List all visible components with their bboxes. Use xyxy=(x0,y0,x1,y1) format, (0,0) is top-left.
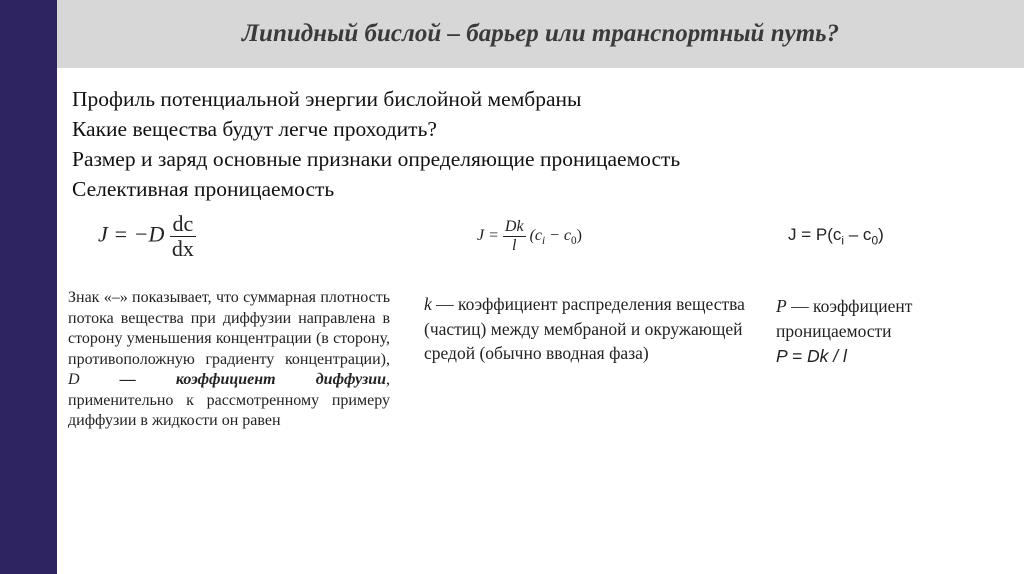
formula-permeability-part-c: ) xyxy=(878,225,884,244)
formula-fick-denominator: dx xyxy=(171,236,194,261)
formula-fick-numerator: dc xyxy=(170,212,196,237)
diffusion-d-letter: D xyxy=(68,371,80,388)
bullet-list xyxy=(72,84,680,204)
formula-distribution-lhs: J = xyxy=(477,227,499,245)
diffusion-description xyxy=(68,288,390,432)
formula-distribution-rhs-open: (c xyxy=(529,227,542,245)
permeability-p-letter: P xyxy=(776,296,787,316)
diffusion-text-part2: , применительно к рассмотренному примеру диффузии в жидкости он равен xyxy=(68,371,390,429)
permeability-description xyxy=(776,294,976,369)
permeability-equation: P = Dk / l xyxy=(776,346,847,366)
formula-distribution-denominator: l xyxy=(512,237,517,254)
formula-fick-lhs: J = −D xyxy=(98,221,165,247)
diffusion-dash: — xyxy=(79,371,176,388)
formula-permeability-sub-0: 0 xyxy=(871,233,879,248)
slide-title: Липидный бислой – барьер или транспортный путь? xyxy=(241,20,840,47)
formula-distribution-fraction xyxy=(503,218,526,255)
formula-distribution-rhs-close: ) xyxy=(576,227,582,245)
distribution-text: — коэффициент распределения вещества (частиц) между мембраной и окружающей средой (обычно вводная фаза) xyxy=(424,294,745,363)
formula-permeability-part-b: – c xyxy=(844,225,872,244)
formula-distribution-rhs-mid: − c xyxy=(545,227,572,245)
bullet-item: Профиль потенциальной энергии бислойной мембраны xyxy=(72,87,582,111)
permeability-text: — коэффициент проницаемости xyxy=(776,296,913,341)
formula-fick-fraction xyxy=(170,212,196,261)
formula-distribution-sub-i: i xyxy=(542,235,546,248)
distribution-description xyxy=(424,292,754,366)
bullet-item: Размер и заряд основные признаки определяющие проницаемость xyxy=(72,147,681,171)
distribution-k-letter: k xyxy=(424,294,432,314)
left-accent-bar xyxy=(0,0,57,574)
formula-permeability-part-a: J = P(c xyxy=(788,225,842,244)
formula-permeability-sub-i: i xyxy=(841,233,845,248)
bullet-item: Какие вещества будут легче проходить? xyxy=(72,117,437,141)
formula-fick xyxy=(98,212,196,261)
diffusion-coefficient-term: коэффициент диффузии xyxy=(175,371,386,388)
formula-distribution-rhs xyxy=(529,227,582,248)
bullet-item: Селективная проницаемость xyxy=(72,177,335,201)
diffusion-text-part1: Знак «–» показывает, что суммарная плотность потока вещества при диффузии направлена в сторону уменьшения концентрации (в сторону, противоположную градиенту концентрации), xyxy=(68,289,390,368)
formula-distribution xyxy=(477,218,582,255)
formula-distribution-sub-0: 0 xyxy=(571,235,577,248)
formula-permeability xyxy=(788,225,884,247)
formula-distribution-numerator: Dk xyxy=(504,218,524,235)
